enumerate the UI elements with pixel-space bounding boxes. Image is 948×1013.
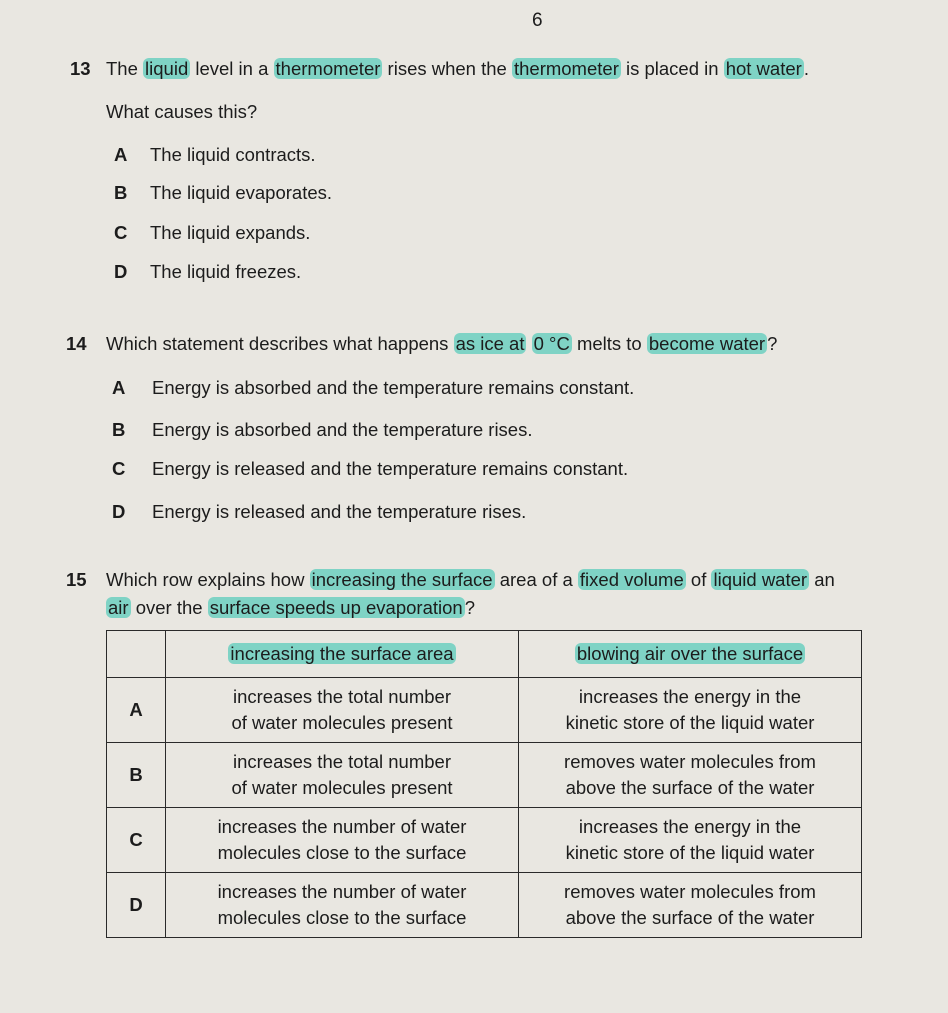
q13-text-8: . xyxy=(803,58,809,79)
q13-highlight-thermometer-1: thermometer xyxy=(275,58,381,79)
cell-line: of water molecules present xyxy=(231,712,453,733)
q13-option-c-text: The liquid expands. xyxy=(150,222,311,243)
q15-l1-text-2: area of a xyxy=(494,569,578,590)
table-row-letter: C xyxy=(107,808,166,873)
cell-line: kinetic store of the liquid water xyxy=(565,842,815,863)
q13-text-6: is placed in xyxy=(620,58,724,79)
table-header-surface-area-text: increasing the surface area xyxy=(230,643,454,664)
q15-number: 15 xyxy=(66,569,87,590)
q13-subquestion: What causes this? xyxy=(106,101,258,122)
q14-highlight-temperature: 0 °C xyxy=(533,333,570,354)
table-header-blowing-air-text: blowing air over the surface xyxy=(576,643,804,664)
q15-l1-text-4: of xyxy=(685,569,712,590)
table-header-blowing-air xyxy=(519,631,862,678)
q14-option-b-letter: B xyxy=(112,419,126,440)
table-header-surface-area xyxy=(166,631,519,678)
q13-highlight-liquid: liquid xyxy=(145,58,189,79)
q15-highlight-fixed-volume: fixed volume xyxy=(579,569,684,590)
q14-question xyxy=(106,333,777,355)
cell-line: increases the total number xyxy=(232,686,451,707)
q14-option-d-letter: D xyxy=(112,501,126,522)
q13-option-a-letter: A xyxy=(114,144,128,165)
cell-line: removes water molecules from xyxy=(564,751,816,772)
q13-text-2: level in a xyxy=(190,58,274,79)
q13-option-b-text: The liquid evaporates. xyxy=(150,182,333,203)
q15-answer-table xyxy=(106,630,862,938)
q15-l2-text-3: ? xyxy=(464,597,476,618)
q13-highlight-hot-water: hot water xyxy=(725,58,802,79)
q13-option-c-letter: C xyxy=(114,222,128,243)
q14-text-4: melts to xyxy=(571,333,647,354)
q14-text-0: Which statement describes what happens xyxy=(106,333,454,354)
q15-highlight-increasing: increasing the surface xyxy=(311,569,493,590)
q13-option-d-text: The liquid freezes. xyxy=(150,261,302,282)
q14-option-b-text: Energy is absorbed and the temperature rises. xyxy=(152,419,533,440)
q15-l1-text-0: Which row explains how xyxy=(106,569,310,590)
table-cell-blowing-air xyxy=(519,743,862,808)
table-row-d xyxy=(107,873,862,938)
table-cell-blowing-air xyxy=(519,678,862,743)
cell-line: increases the total number xyxy=(232,751,451,772)
q14-text-2 xyxy=(526,333,531,354)
table-cell-blowing-air xyxy=(519,808,862,873)
table-cell-surface-area xyxy=(166,873,519,938)
cell-line: molecules close to the surface xyxy=(217,842,467,863)
table-row-a xyxy=(107,678,862,743)
cell-line: molecules close to the surface xyxy=(217,907,467,928)
table-row-letter: D xyxy=(107,873,166,938)
q15-highlight-surface-evaporation: surface speeds up evaporation xyxy=(209,597,463,618)
q13-text-0: The xyxy=(106,58,144,79)
table-row-c xyxy=(107,808,862,873)
q14-option-a-text: Energy is absorbed and the temperature remains constant. xyxy=(152,377,635,398)
cell-line: kinetic store of the liquid water xyxy=(565,712,815,733)
q15-l2-text-1: over the xyxy=(130,597,208,618)
q14-highlight-as-ice-at: as ice at xyxy=(455,333,525,354)
q15-highlight-liquid-water: liquid water xyxy=(713,569,808,590)
table-cell-blowing-air xyxy=(519,873,862,938)
table-header-corner xyxy=(107,631,166,678)
q13-option-d-letter: D xyxy=(114,261,128,282)
q13-option-a-text: The liquid contracts. xyxy=(150,144,316,165)
cell-line: above the surface of the water xyxy=(565,777,815,798)
table-cell-surface-area xyxy=(166,808,519,873)
q14-option-c-letter: C xyxy=(112,458,126,479)
q13-number: 13 xyxy=(70,58,91,79)
cell-line: increases the number of water xyxy=(217,881,467,902)
q13-option-b-letter: B xyxy=(114,182,128,203)
cell-line: removes water molecules from xyxy=(564,881,816,902)
q13-highlight-thermometer-2: thermometer xyxy=(513,58,619,79)
table-cell-surface-area xyxy=(166,743,519,808)
table-row-letter: B xyxy=(107,743,166,808)
cell-line: above the surface of the water xyxy=(565,907,815,928)
table-header-row xyxy=(107,631,862,678)
q14-number: 14 xyxy=(66,333,87,354)
q14-highlight-become-water: become water xyxy=(648,333,766,354)
q14-option-d-text: Energy is released and the temperature rises. xyxy=(152,501,527,522)
q15-question-line2 xyxy=(106,597,475,619)
cell-line: increases the number of water xyxy=(217,816,467,837)
q14-option-c-text: Energy is released and the temperature remains constant. xyxy=(152,458,629,479)
table-cell-surface-area xyxy=(166,678,519,743)
q15-l1-text-6: an xyxy=(809,569,835,590)
cell-line: increases the energy in the xyxy=(578,816,802,837)
q14-text-6: ? xyxy=(767,333,778,354)
table-row-letter: A xyxy=(107,678,166,743)
cell-line: of water molecules present xyxy=(231,777,453,798)
q15-highlight-air: air xyxy=(108,597,129,618)
cell-line: increases the energy in the xyxy=(578,686,802,707)
q14-option-a-letter: A xyxy=(112,377,126,398)
q15-question-line1 xyxy=(106,569,835,591)
q13-text-4: rises when the xyxy=(382,58,512,79)
table-row-b xyxy=(107,743,862,808)
page-number: 6 xyxy=(532,10,543,31)
q13-question xyxy=(106,58,809,80)
